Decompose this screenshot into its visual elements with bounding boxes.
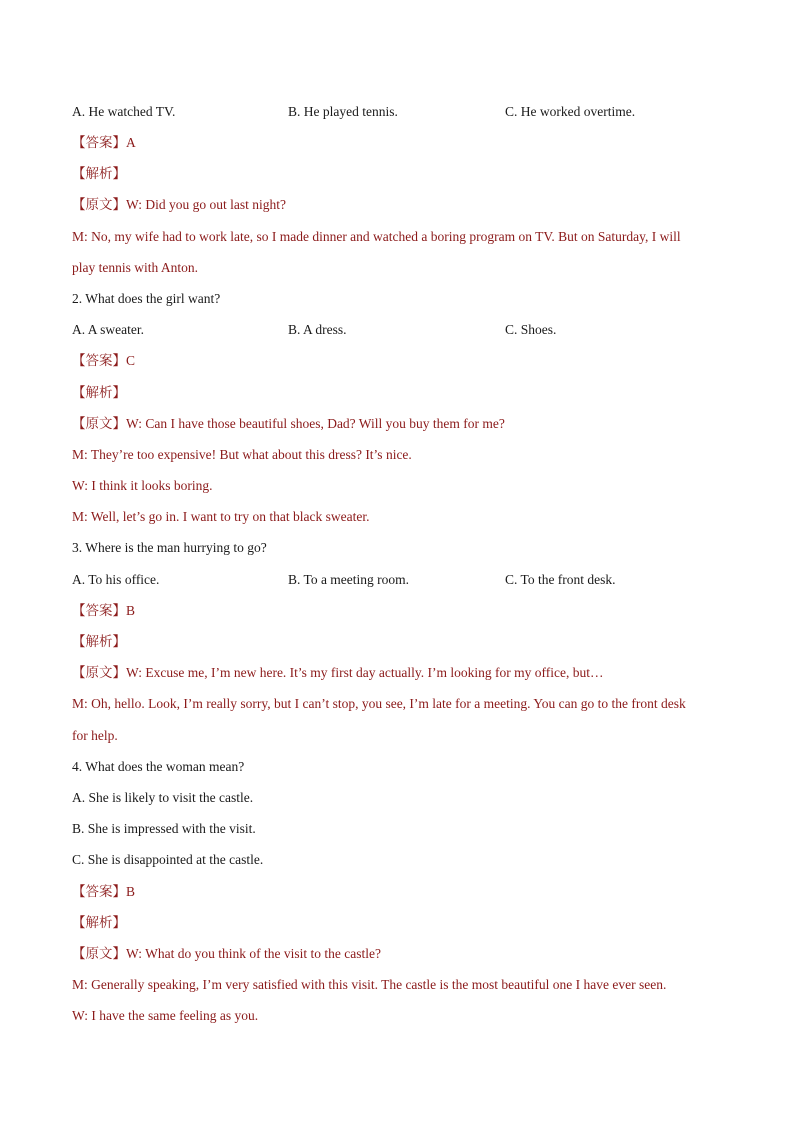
q1-answer xyxy=(72,134,722,152)
q2-option-b: B. A dress. xyxy=(288,322,347,337)
q2-source-text-1: W: Can I have those beautiful shoes, Dad? Will you buy them for me? xyxy=(126,416,505,431)
q2-source-line-1 xyxy=(72,415,722,433)
q1-answer-tag: 【答案】 xyxy=(72,135,126,150)
q4-option-c: C. She is disappointed at the castle. xyxy=(72,852,264,867)
q2-question: 2. What does the girl want? xyxy=(72,291,221,306)
q3-option-b: B. To a meeting room. xyxy=(288,572,410,587)
q1-source-tag: 【原文】 xyxy=(72,197,126,212)
q1-source-line-1 xyxy=(72,196,722,214)
q2-source-line-4: M: Well, let’s go in. I want to try on that black sweater. xyxy=(72,509,370,524)
q3-question: 3. Where is the man hurrying to go? xyxy=(72,540,267,555)
q4-option-a: A. She is likely to visit the castle. xyxy=(72,790,254,805)
q1-option-c: C. He worked overtime. xyxy=(505,104,636,119)
q1-option-a: A. He watched TV. xyxy=(72,104,176,119)
q2-answer-value: C xyxy=(126,353,136,368)
q4-source-line-1 xyxy=(72,945,722,963)
q3-analysis-tag: 【解析】 xyxy=(72,634,126,649)
q3-source-text-1: W: Excuse me, I’m new here. It’s my first day actually. I’m looking for my office, but… xyxy=(126,665,604,680)
q1-option-b: B. He played tennis. xyxy=(288,104,398,119)
q3-option-a: A. To his office. xyxy=(72,572,160,587)
q1-source-line-2: M: No, my wife had to work late, so I made dinner and watched a boring program on TV. But on Saturday, I will xyxy=(72,229,681,244)
q3-answer-value: B xyxy=(126,603,136,618)
q2-source-line-2: M: They’re too expensive! But what about this dress? It’s nice. xyxy=(72,447,412,462)
q4-answer xyxy=(72,883,722,901)
q4-source-text-1: W: What do you think of the visit to the castle? xyxy=(126,946,381,961)
q2-source-line-3: W: I think it looks boring. xyxy=(72,478,213,493)
q4-answer-tag: 【答案】 xyxy=(72,884,126,899)
q4-analysis-tag: 【解析】 xyxy=(72,915,126,930)
q2-source-tag: 【原文】 xyxy=(72,416,126,431)
q1-answer-value: A xyxy=(126,135,136,150)
q4-source-tag: 【原文】 xyxy=(72,946,126,961)
q2-answer-tag: 【答案】 xyxy=(72,353,126,368)
q1-source-line-3: play tennis with Anton. xyxy=(72,260,198,275)
q2-option-a: A. A sweater. xyxy=(72,322,144,337)
q1-analysis-tag: 【解析】 xyxy=(72,166,126,181)
q4-option-b: B. She is impressed with the visit. xyxy=(72,821,256,836)
q4-source-line-3: W: I have the same feeling as you. xyxy=(72,1008,259,1023)
q2-option-c: C. Shoes. xyxy=(505,322,557,337)
q4-answer-value: B xyxy=(126,884,136,899)
q2-answer xyxy=(72,352,722,370)
q3-source-line-3: for help. xyxy=(72,728,118,743)
q4-source-line-2: M: Generally speaking, I’m very satisfied with this visit. The castle is the most beautiful one I have ever seen. xyxy=(72,977,667,992)
q3-option-c: C. To the front desk. xyxy=(505,572,616,587)
q3-answer xyxy=(72,602,722,620)
q3-source-line-2: M: Oh, hello. Look, I’m really sorry, but I can’t stop, you see, I’m late for a meeting. You can go to the front desk xyxy=(72,696,686,711)
q1-source-text-1: W: Did you go out last night? xyxy=(126,197,286,212)
q3-source-line-1 xyxy=(72,664,722,682)
q4-question: 4. What does the woman mean? xyxy=(72,759,245,774)
q3-source-tag: 【原文】 xyxy=(72,665,126,680)
q3-answer-tag: 【答案】 xyxy=(72,603,126,618)
q2-analysis-tag: 【解析】 xyxy=(72,385,126,400)
